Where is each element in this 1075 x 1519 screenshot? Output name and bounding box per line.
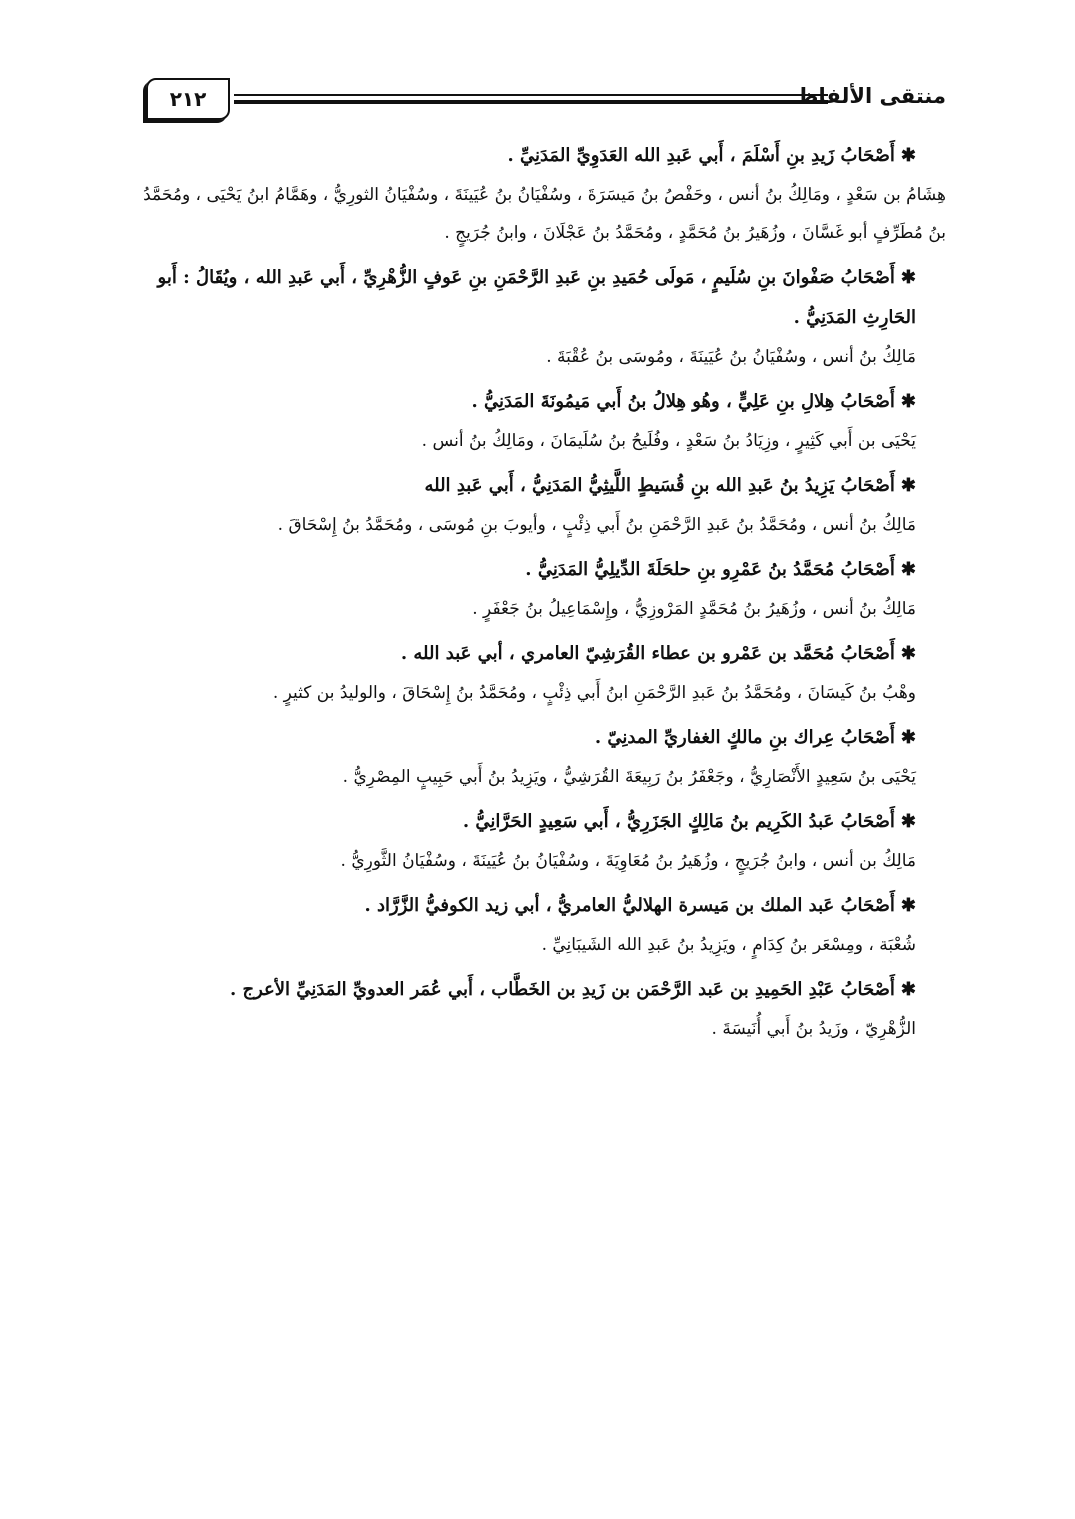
asterisk-icon: ✱ <box>900 643 916 664</box>
page-header <box>130 78 946 130</box>
entry-heading <box>130 886 946 926</box>
entry-heading-text: أَصْحَابُ عَبْدِ الحَمِيدِ بن عَبد الرَّحْمَن بن زَيدِ بن الخَطَّاب ، أَبي عُمَر العدويِّ المَدَنِيِّ الأعرج . <box>229 979 895 1000</box>
asterisk-icon: ✱ <box>900 145 916 166</box>
page-number: ٢١٢ <box>169 87 207 111</box>
asterisk-icon: ✱ <box>900 811 916 832</box>
entry <box>130 634 946 712</box>
entry <box>130 886 946 964</box>
entry-heading-text: أَصْحَابُ مُحَمَّد بن عَمْرو بن عطاء القُرَشِيّ العامري ، أبي عَبد الله . <box>400 643 895 664</box>
entry <box>130 466 946 544</box>
entry-heading-text: أَصْحَابُ عَبد الملك بن مَيسرة الهلاليُّ العامريُّ ، أبي زيد الكوفيُّ الزَّرَّاد . <box>364 895 895 916</box>
entry-heading <box>130 550 946 590</box>
entry-heading <box>130 970 946 1010</box>
entry-body: يَحْيَى بن أَبي كَثِيرٍ ، وزِيَادُ بنُ سَعْدٍ ، وفُلَيحُ بنُ سُلَيمَانَ ، ومَالِكُ بنُ أنس . <box>421 431 916 451</box>
asterisk-icon: ✱ <box>900 727 916 748</box>
asterisk-icon: ✱ <box>900 475 916 496</box>
entry <box>130 258 946 376</box>
entry-heading-text: أَصْحَابُ مُحَمَّدُ بنُ عَمْرِو بنِ حلحَلَةَ الدِّيلِيُّ المَدَنِيُّ . <box>525 559 895 580</box>
asterisk-icon: ✱ <box>900 391 916 412</box>
entry <box>130 136 946 252</box>
entry-body: شُعْبَة ، ومِسْعَر بنُ كِدَامٍ ، ويَزِيدُ بنُ عَبدِ الله الشَيبَانِيِّ . <box>541 935 916 955</box>
header-rule <box>234 94 828 104</box>
entry-heading-text: أَصْحَابُ يَزِيدُ بنُ عَبدِ الله بنِ قُسَيطٍ اللَّيثِيُّ المَدَنِيُّ ، أَبي عَبدِ الله <box>424 475 895 496</box>
entry-heading <box>130 258 946 338</box>
entry-heading <box>130 466 946 506</box>
entry-heading-text: أَصْحَابُ عِراك بنِ مالكٍ الغفاريِّ المدنِيّ . <box>594 727 895 748</box>
entry <box>130 550 946 628</box>
entry-heading <box>130 136 946 176</box>
entry-heading-text: أَصْحَابُ صَفْوانَ بنِ سُلَيمٍ ، مَولَى حُمَيدِ بنِ عَبدِ الرَّحْمَنِ بنِ عَوفٍ الزُّهْرِيِّ ، أَبي عَبدِ الله ، ويُقَالُ : أَبو الحَارِثِ المَدَنِيُّ . <box>157 267 916 328</box>
entry-body: مَالِكُ بنُ أنس ، وسُفْيَانُ بنُ عُيَينَةَ ، ومُوسَى بنُ عُقْبَةَ . <box>546 347 916 367</box>
entry-heading-text: أَصْحَابُ زَيدِ بنِ أَسْلَمَ ، أَبي عَبدِ الله العَدَوِيِّ المَدَنِيِّ . <box>507 145 895 166</box>
page-number-box <box>146 78 230 120</box>
entry-heading <box>130 382 946 422</box>
asterisk-icon: ✱ <box>900 979 916 1000</box>
entry <box>130 718 946 796</box>
asterisk-icon: ✱ <box>900 559 916 580</box>
entry-body: الزُّهْرِيّ ، وزَيدُ بنُ أَبي أُنَيسَةَ . <box>711 1019 916 1039</box>
entry-heading-text: أَصْحَابُ عَبدُ الكَرِيم بنُ مَالِكٍ الجَزَرِيُّ ، أَبي سَعِيدٍ الحَرَّانِيُّ . <box>462 811 895 832</box>
entry-heading <box>130 718 946 758</box>
entry-body: يَحْيَى بنُ سَعِيدٍ الأَنْصَارِيُّ ، وجَعْفَرُ بنُ رَبِيعَةَ القُرَشِيُّ ، ويَزِيدُ بنُ أَبي حَبِيبٍ المِصْرِيُّ . <box>342 767 916 787</box>
entry-heading-text: أَصْحَابُ هِلالِ بنِ عَلِيٍّ ، وهُو هِلالُ بنُ أَبي مَيمُونَةَ المَدَنِيُّ . <box>471 391 895 412</box>
entry-body: وهْبُ بنُ كَيسَانَ ، ومُحَمَّدُ بنُ عَبدِ الرَّحْمَنِ ابنُ أَبي ذِئْبٍ ، ومُحَمَّدُ بنُ إِسْحَاقَ ، والوليدُ بن كثيرٍ . <box>272 683 916 703</box>
entry <box>130 802 946 880</box>
page-content <box>130 136 946 1048</box>
asterisk-icon: ✱ <box>900 895 916 916</box>
entry-heading <box>130 802 946 842</box>
entry <box>130 970 946 1048</box>
document-page <box>130 78 946 1498</box>
entry-heading <box>130 634 946 674</box>
entry-body: مَالِكُ بنُ أنس ، وزُهَيرُ بنُ مُحَمَّدٍ المَرْوزِيُّ ، وإِسْمَاعِيلُ بنُ جَعْفَرٍ . <box>472 599 916 619</box>
asterisk-icon: ✱ <box>900 267 916 288</box>
entry-body: مَالِكُ بن أنس ، وابنُ جُرَيجٍ ، وزُهَيرُ بنُ مُعَاوِيَةَ ، وسُفْيَانُ بنُ عُيَينَةَ ، وسُفْيَانُ الثَّورِيُّ . <box>340 851 916 871</box>
entry-body: هِشَامُ بن سَعْدٍ ، ومَالِكُ بنُ أنس ، وحَفْصُ بنُ مَيسَرَةَ ، وسُفْيَانُ بنُ عُيَينَةَ ، وسُفْيَانُ الثورِيُّ ، وهَمَّامُ ابنُ يَحْيَى ، ومُحَمَّدُ بنُ مُطَرِّفٍ أبو غَسَّانَ ، وزُهَيرُ بنُ مُحَمَّدٍ ، ومُحَمَّدُ بنُ عَجْلَانَ ، وابنُ جُرَيجٍ . <box>143 185 946 243</box>
entry-body: مَالِكُ بنُ أنس ، ومُحَمَّدُ بنُ عَبدِ الرَّحْمَنِ بنُ أَبي ذِئْبٍ ، وأيوبَ بنِ مُوسَى ، ومُحَمَّدُ بنُ إِسْحَاقَ . <box>277 515 916 535</box>
entry <box>130 382 946 460</box>
running-title: منتقى الألفاظ <box>796 84 946 108</box>
